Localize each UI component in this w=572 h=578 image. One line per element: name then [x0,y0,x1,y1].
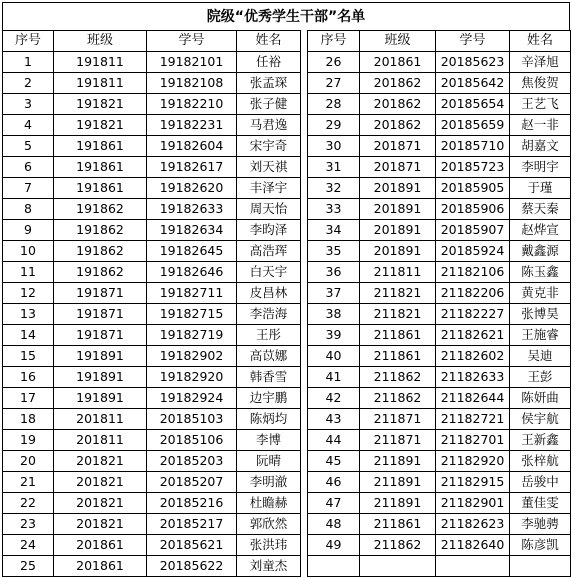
cell-name: 董佳雯 [510,493,571,514]
cell-index: 40 [308,346,360,367]
cell-index: 22 [3,493,54,514]
cell-class: 211862 [360,535,436,556]
column-gap [301,514,308,535]
column-gap [301,136,308,157]
cell-class: 211861 [360,514,436,535]
cell-index: 12 [3,283,54,304]
cell-student-id: 21182701 [436,430,510,451]
cell-index: 36 [308,262,360,283]
cell-index: 3 [3,94,54,115]
column-gap [301,325,308,346]
cell-student-id: 20185659 [436,115,510,136]
cell-index: 41 [308,367,360,388]
cell-name: 陈炳均 [237,409,301,430]
cell-student-id: 21182621 [436,325,510,346]
cell-class: 201821 [54,451,147,472]
cell-name: 李博 [237,430,301,451]
column-gap [301,241,308,262]
cell-student-id: 19182108 [147,73,237,94]
cell-student-id: 20185924 [436,241,510,262]
cell-name: 张洪玮 [237,535,301,556]
cell-index: 35 [308,241,360,262]
cell-student-id: 20185203 [147,451,237,472]
cell-name: 李驰骋 [510,514,571,535]
cell-index: 31 [308,157,360,178]
table-row [3,535,571,556]
cell-name: 张子健 [237,94,301,115]
cell-class: 211811 [360,262,436,283]
table-row [3,178,571,199]
cell-class: 201862 [360,115,436,136]
column-gap [301,283,308,304]
column-gap [301,346,308,367]
cell-index: 49 [308,535,360,556]
cell-index [308,556,360,577]
cell-name: 辛泽旭 [510,52,571,73]
cell-student-id: 20185723 [436,157,510,178]
cell-name: 丰泽宇 [237,178,301,199]
cell-name: 蔡天秦 [510,199,571,220]
cell-class: 201891 [360,220,436,241]
column-gap [301,535,308,556]
header-index: 序号 [3,31,54,52]
cell-index: 32 [308,178,360,199]
cell-student-id: 20185106 [147,430,237,451]
cell-class: 191811 [54,73,147,94]
column-gap [301,451,308,472]
cell-name: 张孟琛 [237,73,301,94]
cell-name: 焦俊贺 [510,73,571,94]
cell-index: 46 [308,472,360,493]
table-row [3,157,571,178]
column-gap [301,367,308,388]
cell-index: 21 [3,472,54,493]
cell-student-id [436,556,510,577]
cell-class: 211862 [360,388,436,409]
table-row [3,451,571,472]
table-row [3,556,571,577]
column-gap [301,31,308,52]
cell-student-id: 19182924 [147,388,237,409]
cell-student-id: 19182645 [147,241,237,262]
cell-student-id: 19182711 [147,283,237,304]
cell-class: 201871 [360,136,436,157]
column-gap [301,262,308,283]
cell-student-id: 20185103 [147,409,237,430]
cell-class: 211862 [360,367,436,388]
cell-class: 211861 [360,346,436,367]
cell-student-id: 20185710 [436,136,510,157]
cell-index: 27 [308,73,360,94]
cell-name: 戴鑫源 [510,241,571,262]
cell-index: 23 [3,514,54,535]
cell-class: 191891 [54,346,147,367]
cell-name: 刘童杰 [237,556,301,577]
cell-index: 39 [308,325,360,346]
column-gap [301,199,308,220]
cell-name: 陈玉鑫 [510,262,571,283]
cell-index: 33 [308,199,360,220]
cell-name: 李明澈 [237,472,301,493]
cell-student-id: 19182634 [147,220,237,241]
cell-class: 201821 [54,472,147,493]
cell-index: 19 [3,430,54,451]
cell-name: 宋宇奇 [237,136,301,157]
header-student-id: 学号 [436,31,510,52]
cell-index: 20 [3,451,54,472]
table-row [3,220,571,241]
cell-student-id: 20185906 [436,199,510,220]
cell-student-id: 20185905 [436,178,510,199]
cell-index: 10 [3,241,54,262]
cell-name: 陈妍曲 [510,388,571,409]
column-gap [301,73,308,94]
cell-student-id: 20185642 [436,73,510,94]
cell-index: 30 [308,136,360,157]
cell-class: 201861 [54,556,147,577]
cell-student-id: 21182633 [436,367,510,388]
cell-class: 201891 [360,199,436,220]
header-name: 姓名 [237,31,301,52]
cell-name: 王新鑫 [510,430,571,451]
cell-student-id: 21182106 [436,262,510,283]
cell-student-id: 21182602 [436,346,510,367]
cell-name: 于瑾 [510,178,571,199]
cell-index: 8 [3,199,54,220]
cell-class: 201861 [54,535,147,556]
cell-class: 211871 [360,430,436,451]
table-row [3,283,571,304]
cell-class: 191862 [54,199,147,220]
cell-name: 胡嘉文 [510,136,571,157]
cell-index: 26 [308,52,360,73]
roster-document [2,2,570,577]
cell-name: 高苡娜 [237,346,301,367]
cell-index: 42 [308,388,360,409]
cell-student-id: 20185623 [436,52,510,73]
cell-index: 14 [3,325,54,346]
cell-index: 17 [3,388,54,409]
cell-student-id: 19182604 [147,136,237,157]
cell-class: 211861 [360,325,436,346]
column-gap [301,220,308,241]
cell-class: 191891 [54,388,147,409]
header-row [3,31,571,52]
cell-class: 201821 [54,514,147,535]
cell-student-id: 20185217 [147,514,237,535]
table-row [3,367,571,388]
cell-index: 4 [3,115,54,136]
column-gap [301,388,308,409]
cell-index: 47 [308,493,360,514]
column-gap [301,304,308,325]
table-row [3,325,571,346]
table-row [3,430,571,451]
cell-class: 201811 [54,409,147,430]
cell-student-id: 19182101 [147,52,237,73]
table-row [3,73,571,94]
cell-class: 191861 [54,136,147,157]
column-gap [301,556,308,577]
cell-student-id: 21182915 [436,472,510,493]
cell-student-id: 19182617 [147,157,237,178]
cell-class: 201891 [360,178,436,199]
cell-class: 191861 [54,178,147,199]
cell-student-id: 19182633 [147,199,237,220]
cell-index: 45 [308,451,360,472]
cell-student-id: 21182644 [436,388,510,409]
cell-student-id: 20185207 [147,472,237,493]
cell-student-id: 19182210 [147,94,237,115]
cell-index: 48 [308,514,360,535]
cell-class: 191821 [54,94,147,115]
cell-class: 191861 [54,157,147,178]
cell-class: 191811 [54,52,147,73]
cell-student-id: 21182227 [436,304,510,325]
cell-name: 阮晴 [237,451,301,472]
cell-student-id: 20185907 [436,220,510,241]
header-class: 班级 [360,31,436,52]
cell-name: 郭欣然 [237,514,301,535]
cell-class: 191871 [54,325,147,346]
table-row [3,262,571,283]
cell-student-id: 19182719 [147,325,237,346]
header-name: 姓名 [510,31,571,52]
cell-student-id: 19182902 [147,346,237,367]
cell-name: 王施睿 [510,325,571,346]
cell-name: 岳骏中 [510,472,571,493]
cell-name [510,556,571,577]
table-row [3,346,571,367]
cell-index: 43 [308,409,360,430]
cell-class: 191871 [54,304,147,325]
cell-index: 34 [308,220,360,241]
cell-index: 29 [308,115,360,136]
cell-index: 1 [3,52,54,73]
cell-class: 211891 [360,451,436,472]
cell-class: 201821 [54,493,147,514]
cell-name: 赵烨宣 [510,220,571,241]
header-class: 班级 [54,31,147,52]
table-row [3,388,571,409]
cell-class: 191871 [54,283,147,304]
cell-index: 38 [308,304,360,325]
column-gap [301,472,308,493]
cell-class: 211821 [360,283,436,304]
table-row [3,199,571,220]
cell-name: 马君逸 [237,115,301,136]
table-row [3,472,571,493]
cell-student-id: 19182646 [147,262,237,283]
cell-class: 201811 [54,430,147,451]
cell-name: 王艺飞 [510,94,571,115]
cell-name: 张博昊 [510,304,571,325]
cell-name: 李浩海 [237,304,301,325]
cell-name: 张梓航 [510,451,571,472]
cell-student-id: 21182721 [436,409,510,430]
roster-table [2,30,571,577]
cell-student-id: 21182920 [436,451,510,472]
cell-class: 201871 [360,157,436,178]
table-row [3,94,571,115]
cell-student-id: 19182920 [147,367,237,388]
cell-student-id: 19182715 [147,304,237,325]
column-gap [301,430,308,451]
header-index: 序号 [308,31,360,52]
cell-index: 5 [3,136,54,157]
cell-name: 赵一非 [510,115,571,136]
cell-class: 211821 [360,304,436,325]
document-title: 院级“优秀学生干部”名单 [2,2,570,30]
cell-name: 高浩珲 [237,241,301,262]
cell-student-id: 20185621 [147,535,237,556]
table-row [3,514,571,535]
cell-name: 李昀泽 [237,220,301,241]
column-gap [301,178,308,199]
cell-class: 191821 [54,115,147,136]
column-gap [301,115,308,136]
column-gap [301,94,308,115]
column-gap [301,409,308,430]
cell-name: 王彤 [237,325,301,346]
cell-index: 6 [3,157,54,178]
table-row [3,493,571,514]
cell-index: 28 [308,94,360,115]
cell-class: 191891 [54,367,147,388]
table-row [3,115,571,136]
cell-class [360,556,436,577]
cell-name: 王彭 [510,367,571,388]
cell-student-id: 20185216 [147,493,237,514]
cell-class: 201862 [360,73,436,94]
cell-index: 2 [3,73,54,94]
table-row [3,241,571,262]
column-gap [301,493,308,514]
cell-index: 37 [308,283,360,304]
cell-index: 44 [308,430,360,451]
cell-name: 韩香雪 [237,367,301,388]
cell-class: 201861 [360,52,436,73]
cell-name: 黄克非 [510,283,571,304]
cell-class: 191862 [54,262,147,283]
cell-index: 15 [3,346,54,367]
cell-index: 11 [3,262,54,283]
cell-student-id: 20185654 [436,94,510,115]
cell-student-id: 19182231 [147,115,237,136]
cell-student-id: 19182620 [147,178,237,199]
cell-student-id: 21182623 [436,514,510,535]
cell-index: 9 [3,220,54,241]
cell-student-id: 21182640 [436,535,510,556]
table-row [3,409,571,430]
cell-name: 吴迪 [510,346,571,367]
cell-student-id: 21182206 [436,283,510,304]
cell-index: 7 [3,178,54,199]
cell-class: 201862 [360,94,436,115]
table-row [3,52,571,73]
cell-class: 191862 [54,241,147,262]
column-gap [301,157,308,178]
cell-name: 边宇鹏 [237,388,301,409]
cell-index: 24 [3,535,54,556]
cell-name: 皮昌林 [237,283,301,304]
cell-index: 13 [3,304,54,325]
table-row [3,304,571,325]
cell-index: 16 [3,367,54,388]
column-gap [301,52,308,73]
cell-name: 白天宇 [237,262,301,283]
cell-class: 211891 [360,493,436,514]
cell-class: 211871 [360,409,436,430]
cell-index: 25 [3,556,54,577]
cell-name: 杜瞻赫 [237,493,301,514]
cell-class: 191862 [54,220,147,241]
cell-index: 18 [3,409,54,430]
cell-name: 刘天祺 [237,157,301,178]
cell-student-id: 21182901 [436,493,510,514]
cell-name: 陈彦凯 [510,535,571,556]
cell-class: 211891 [360,472,436,493]
cell-student-id: 20185622 [147,556,237,577]
cell-name: 周天怡 [237,199,301,220]
header-student-id: 学号 [147,31,237,52]
cell-name: 任裕 [237,52,301,73]
cell-class: 201891 [360,241,436,262]
cell-name: 李明宇 [510,157,571,178]
table-row [3,136,571,157]
cell-name: 侯宇航 [510,409,571,430]
